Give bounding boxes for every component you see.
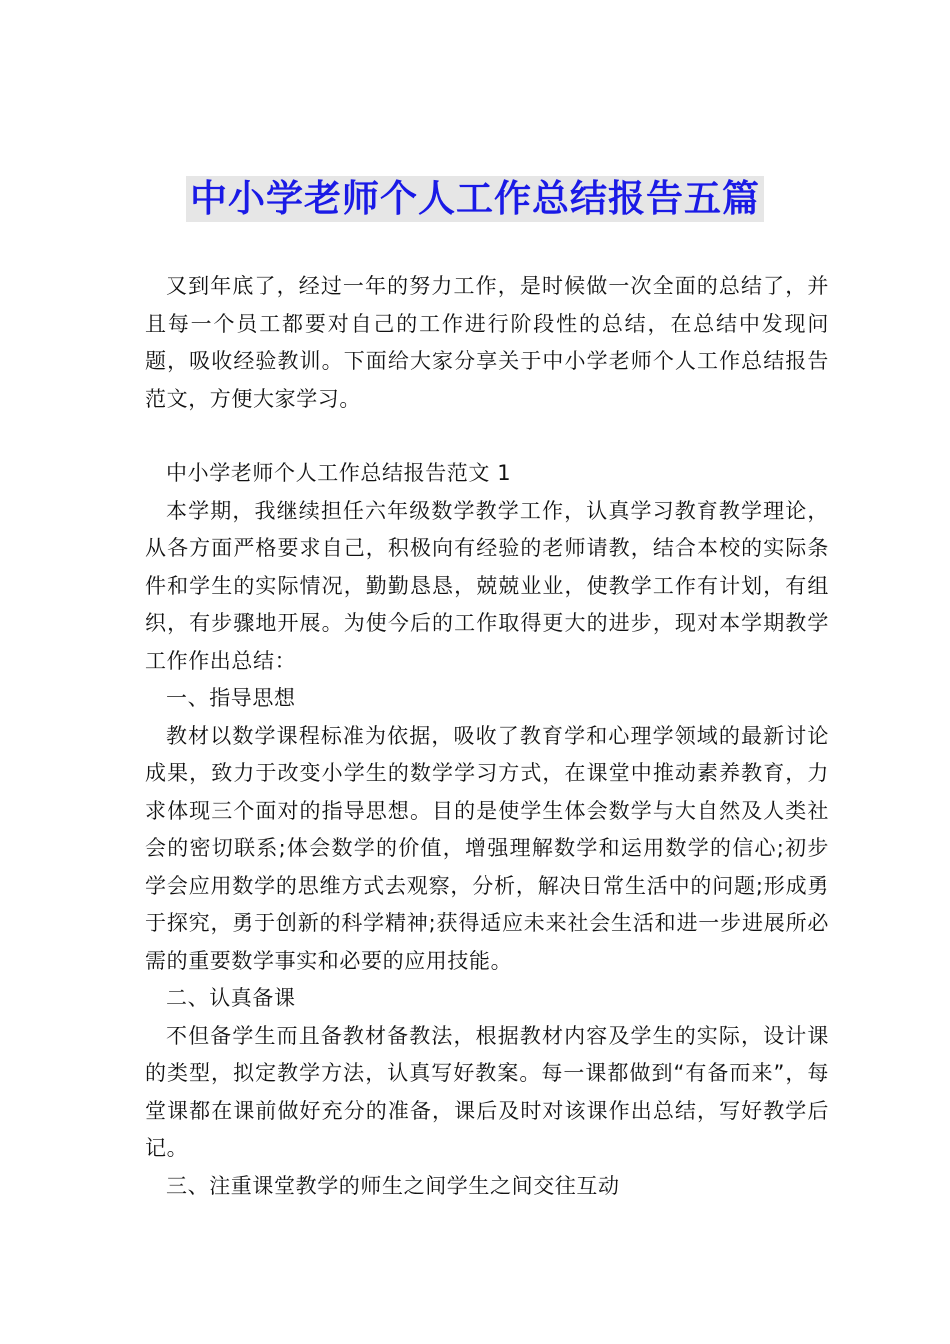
intro-paragraph: 又到年底了，经过一年的努力工作，是时候做一次全面的总结了，并且每一个员工都要对自己的工作进行阶段性的总结，在总结中发现问题，吸收经验教训。下面给大家分享关于中小学老师个人工作总结报告范文，方便大家学习。: [145, 274, 829, 411]
heading-lesson-prep: 二、认真备课: [166, 986, 296, 1010]
title-container: [0, 176, 950, 222]
document-title: 中小学老师个人工作总结报告五篇: [186, 176, 764, 222]
heading-guiding-ideology: 一、指导思想: [166, 686, 296, 710]
intro-block: [145, 268, 829, 418]
paragraph-2: 教材以数学课程标准为依据，吸收了教育学和心理学领域的最新讨论成果，致力于改变小学生的数学学习方式，在课堂中推动素养教育，力求体现三个面对的指导思想。目的是使学生体会数学与大自然及人类社会的密切联系;体会数学的价值，增强理解数学和运用数学的信心;初步学会应用数学的思维方式去观察，分析，解决日常生活中的问题;形成勇于探究，勇于创新的科学精神;获得适应未来社会生活和进一步进展所必需的重要数学事实和必要的应用技能。: [145, 723, 829, 973]
paragraph-1: 本学期，我继续担任六年级数学教学工作，认真学习教育教学理论，从各方面严格要求自己，积极向有经验的老师请教，结合本校的实际条件和学生的实际情况，勤勤恳恳，兢兢业业，使教学工作有计划，有组织，有步骤地开展。为使今后的工作取得更大的进步，现对本学期教学工作作出总结：: [145, 498, 829, 673]
heading-classroom-interaction: 三、注重课堂教学的师生之间学生之间交往互动: [166, 1173, 620, 1198]
section-title: 中小学老师个人工作总结报告范文 1: [166, 461, 512, 485]
paragraph-3: 不但备学生而且备教材备教法，根据教材内容及学生的实际，设计课的类型，拟定教学方法，认真写好教案。每一课都做到“有备而来”，每堂课都在课前做好充分的准备，课后及时对该课作出总结，写好教学后记。: [145, 1023, 829, 1160]
section-1: [145, 455, 829, 1205]
